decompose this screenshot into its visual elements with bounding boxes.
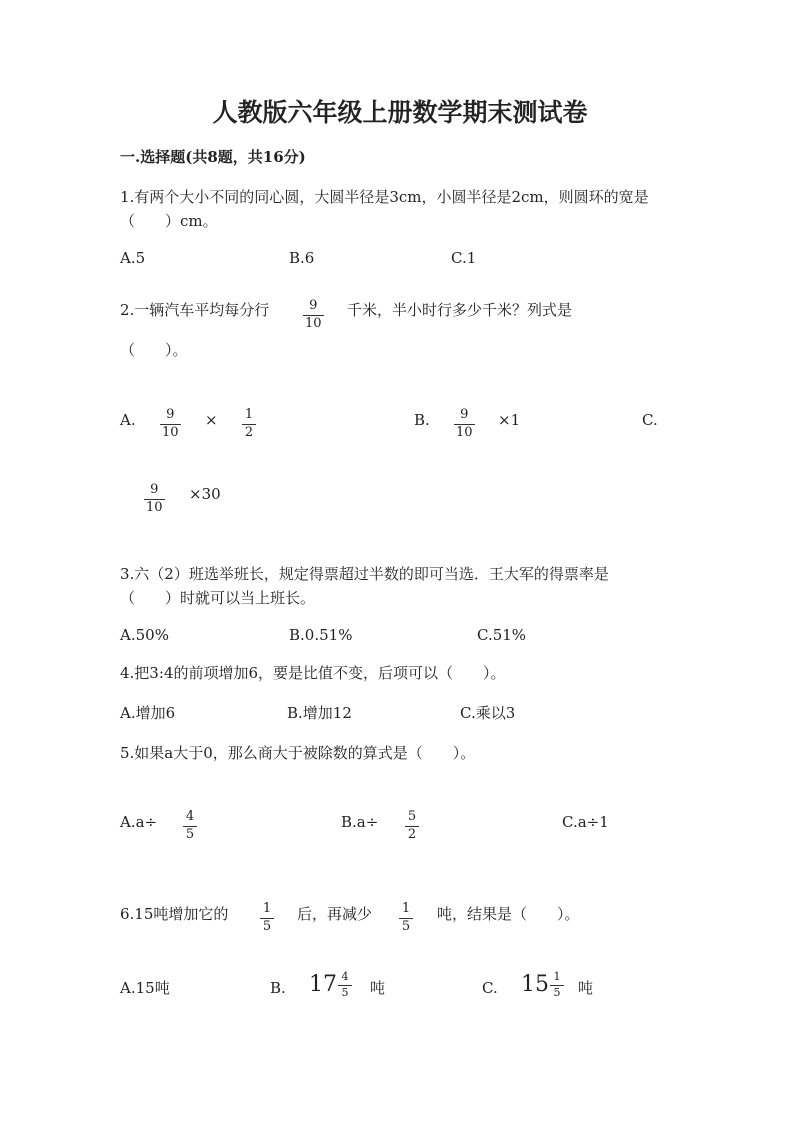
fraction-denominator: 5 — [341, 985, 349, 999]
question-2-option-a-fraction-2 — [242, 406, 256, 441]
fraction-denominator: 2 — [244, 424, 254, 440]
question-2-text-after: 千米，半小时行多少千米？列式是 — [347, 301, 573, 319]
fraction-numerator: 9 — [309, 298, 318, 313]
question-4-option-c: C.乘以3 — [460, 704, 516, 722]
question-6-option-c-unit: 吨 — [578, 979, 594, 997]
question-6-text: 6.15吨增加它的 — [120, 905, 229, 923]
question-5-option-a-fraction — [183, 808, 197, 843]
fraction-numerator: 1 — [262, 901, 272, 916]
fraction-denominator: 10 — [305, 315, 322, 331]
question-6-fraction-1 — [260, 900, 274, 935]
question-2-option-c-label: C. — [642, 411, 658, 429]
fraction-denominator: 2 — [407, 826, 417, 842]
fraction-denominator: 10 — [456, 424, 473, 440]
fraction-denominator: 5 — [401, 918, 411, 934]
question-6-option-b-mixed-number — [309, 971, 352, 999]
fraction-numerator: 9 — [166, 407, 175, 422]
question-4-text: 4.把3:4的前项增加6，要是比值不变，后项可以（ ）。 — [120, 664, 506, 682]
question-2-option-c-tail: ×30 — [189, 485, 221, 503]
question-2-option-c-fraction — [144, 481, 165, 516]
section-heading: 一.选择题(共8题，共16分) — [120, 148, 306, 166]
question-6-text-after: 吨，结果是（ ）。 — [437, 905, 580, 923]
mixed-whole: 17 — [309, 972, 337, 998]
question-6-option-a: A.15吨 — [120, 979, 170, 997]
fraction-denominator: 5 — [262, 918, 272, 934]
fraction-numerator: 4 — [185, 809, 195, 824]
question-2-fraction — [303, 297, 324, 332]
question-5-option-a-label: A.a÷ — [120, 813, 158, 831]
question-3-text: 3.六（2）班选举班长，规定得票超过半数的即可当选．王大军的得票率是 — [120, 565, 609, 583]
question-2-option-a-fraction-1 — [160, 406, 181, 441]
question-6-option-c-mixed-number — [521, 971, 564, 999]
question-5-option-c: C.a÷1 — [562, 813, 609, 831]
fraction-numerator: 1 — [553, 970, 561, 983]
question-2-option-b-fraction — [454, 406, 475, 441]
question-3-text-cont: （ ）时就可以当上班长。 — [120, 589, 316, 607]
fraction-numerator: 1 — [401, 901, 411, 916]
question-4-option-a: A.增加6 — [120, 704, 176, 722]
fraction-denominator: 10 — [146, 499, 163, 515]
question-3-option-a: A.50% — [120, 626, 169, 644]
fraction-numerator: 5 — [407, 809, 417, 824]
question-5-option-b-label: B.a÷ — [341, 813, 379, 831]
fraction-numerator: 1 — [244, 407, 254, 422]
question-1-option-b: B.6 — [289, 249, 315, 267]
fraction-numerator: 9 — [460, 407, 469, 422]
fraction-denominator: 10 — [162, 424, 179, 440]
question-6-fraction-2 — [399, 900, 413, 935]
question-2-option-b-label: B. — [414, 411, 430, 429]
question-3-option-b: B.0.51% — [289, 626, 353, 644]
fraction-numerator: 9 — [150, 482, 159, 497]
question-2-text-cont: （ ）。 — [120, 341, 188, 359]
fraction-denominator: 5 — [185, 826, 195, 842]
question-2-text: 2.一辆汽车平均每分行 — [120, 301, 270, 319]
question-2-option-b-tail: ×1 — [498, 411, 521, 429]
question-6-option-b-label: B. — [270, 979, 286, 997]
question-2-option-a-times: × — [205, 411, 218, 429]
question-1-text-cont: （ ）cm。 — [120, 212, 218, 230]
question-3-option-c: C.51% — [477, 626, 527, 644]
question-2-option-a-label: A. — [120, 411, 136, 429]
mixed-whole: 15 — [521, 972, 549, 998]
question-4-option-b: B.增加12 — [287, 704, 352, 722]
question-6-option-c-label: C. — [482, 979, 498, 997]
question-1-text: 1.有两个大小不同的同心圆，大圆半径是3cm，小圆半径是2cm，则圆环的宽是 — [120, 188, 649, 206]
question-6-option-b-unit: 吨 — [370, 979, 386, 997]
question-5-text: 5.如果a大于0，那么商大于被除数的算式是（ ）。 — [120, 744, 476, 762]
question-1-option-a: A.5 — [120, 249, 146, 267]
fraction-denominator: 5 — [553, 985, 561, 999]
page-title: 人教版六年级上册数学期末测试卷 — [212, 98, 588, 127]
question-6-text-mid: 后，再减少 — [297, 905, 373, 923]
question-5-option-b-fraction — [405, 808, 419, 843]
fraction-numerator: 4 — [341, 970, 349, 983]
question-1-option-c: C.1 — [451, 249, 477, 267]
